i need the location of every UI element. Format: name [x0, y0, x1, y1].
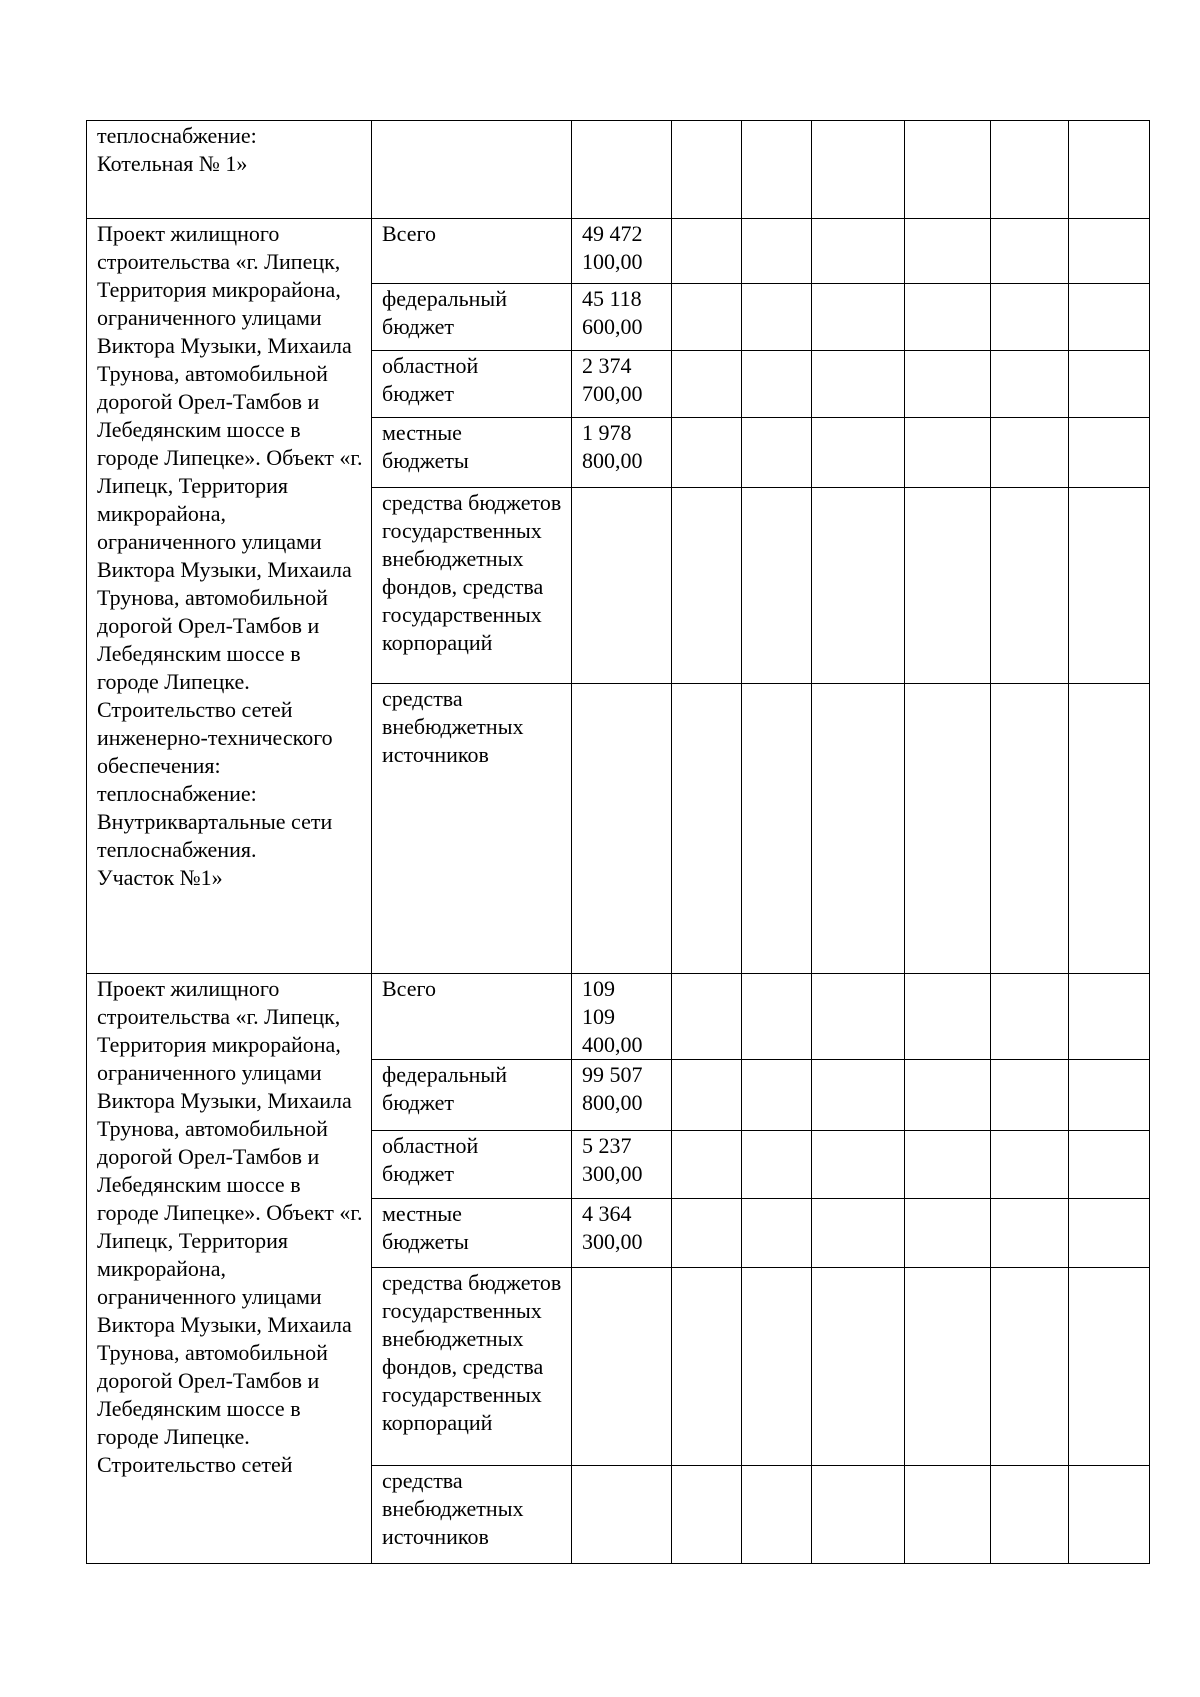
- object-description-cell: теплоснабжение: Котельная № 1»: [87, 121, 372, 219]
- empty-cell: [991, 351, 1069, 418]
- empty-cell: [672, 1060, 742, 1131]
- empty-cell: [742, 1268, 812, 1466]
- empty-cell: [991, 684, 1069, 974]
- object-description-cell: Проект жилищного строительства «г. Липецк, Территория микрорайона, ограниченного улицами Виктора Музыки, Михаила Трунова, автомобильной дорогой Орел-Тамбов и Лебедянским шоссе в городе Липецке». Объект «г. Липецк, Территория микрорайона, ограниченного улицами Виктора Музыки, Михаила Трунова, автомобильной дорогой Орел-Тамбов и Лебедянским шоссе в городе Липецке. Строительство сетей: [87, 974, 372, 1564]
- empty-cell: [742, 284, 812, 351]
- amount-cell: [572, 1466, 672, 1564]
- source-cell: средства внебюджетных источников: [372, 684, 572, 974]
- empty-cell: [905, 351, 991, 418]
- empty-cell: [905, 1131, 991, 1199]
- source-cell: средства внебюджетных источников: [372, 1466, 572, 1564]
- amount-cell: 49 472 100,00: [572, 219, 672, 284]
- empty-cell: [991, 284, 1069, 351]
- empty-cell: [1069, 284, 1150, 351]
- empty-cell: [905, 684, 991, 974]
- empty-cell: [1069, 488, 1150, 684]
- empty-cell: [742, 219, 812, 284]
- empty-cell: [672, 974, 742, 1060]
- source-cell: федеральный бюджет: [372, 284, 572, 351]
- empty-cell: [672, 1466, 742, 1564]
- empty-cell: [905, 121, 991, 219]
- empty-cell: [991, 488, 1069, 684]
- empty-cell: [1069, 219, 1150, 284]
- empty-cell: [905, 418, 991, 488]
- empty-cell: [672, 684, 742, 974]
- table-row: [87, 121, 1150, 219]
- empty-cell: [1069, 418, 1150, 488]
- empty-cell: [1069, 1199, 1150, 1268]
- amount-cell: 99 507 800,00: [572, 1060, 672, 1131]
- empty-cell: [672, 219, 742, 284]
- empty-cell: [905, 1466, 991, 1564]
- empty-cell: [812, 684, 905, 974]
- source-cell: Всего: [372, 974, 572, 1060]
- source-cell: областной бюджет: [372, 1131, 572, 1199]
- empty-cell: [991, 974, 1069, 1060]
- amount-cell: [572, 684, 672, 974]
- empty-cell: [812, 1466, 905, 1564]
- empty-cell: [1069, 684, 1150, 974]
- empty-cell: [812, 974, 905, 1060]
- amount-cell: [572, 488, 672, 684]
- amount-cell: 2 374 700,00: [572, 351, 672, 418]
- empty-cell: [905, 488, 991, 684]
- empty-cell: [991, 418, 1069, 488]
- empty-cell: [812, 351, 905, 418]
- empty-cell: [905, 1199, 991, 1268]
- empty-cell: [905, 284, 991, 351]
- source-cell: областной бюджет: [372, 351, 572, 418]
- empty-cell: [1069, 351, 1150, 418]
- source-cell: [372, 121, 572, 219]
- empty-cell: [672, 121, 742, 219]
- empty-cell: [905, 219, 991, 284]
- empty-cell: [991, 1199, 1069, 1268]
- empty-cell: [672, 1131, 742, 1199]
- empty-cell: [812, 219, 905, 284]
- empty-cell: [672, 418, 742, 488]
- empty-cell: [742, 418, 812, 488]
- empty-cell: [905, 1060, 991, 1131]
- empty-cell: [672, 1199, 742, 1268]
- empty-cell: [812, 1131, 905, 1199]
- empty-cell: [991, 1131, 1069, 1199]
- table-row: [87, 219, 1150, 284]
- amount-cell: 45 118 600,00: [572, 284, 672, 351]
- empty-cell: [812, 488, 905, 684]
- empty-cell: [812, 1060, 905, 1131]
- empty-cell: [742, 1199, 812, 1268]
- empty-cell: [812, 284, 905, 351]
- source-cell: местные бюджеты: [372, 418, 572, 488]
- amount-cell: 1 978 800,00: [572, 418, 672, 488]
- empty-cell: [812, 1199, 905, 1268]
- amount-cell: 5 237 300,00: [572, 1131, 672, 1199]
- empty-cell: [991, 121, 1069, 219]
- empty-cell: [742, 1131, 812, 1199]
- table-row: [87, 974, 1150, 1060]
- empty-cell: [905, 1268, 991, 1466]
- empty-cell: [742, 1060, 812, 1131]
- empty-cell: [812, 418, 905, 488]
- empty-cell: [1069, 121, 1150, 219]
- source-cell: местные бюджеты: [372, 1199, 572, 1268]
- empty-cell: [742, 351, 812, 418]
- empty-cell: [742, 684, 812, 974]
- amount-cell: [572, 121, 672, 219]
- empty-cell: [991, 1268, 1069, 1466]
- financing-table: [86, 120, 1150, 1564]
- source-cell: средства бюджетов государственных внебюджетных фондов, средства государственных корпораций: [372, 488, 572, 684]
- empty-cell: [742, 974, 812, 1060]
- empty-cell: [742, 1466, 812, 1564]
- empty-cell: [991, 219, 1069, 284]
- empty-cell: [991, 1060, 1069, 1131]
- empty-cell: [672, 284, 742, 351]
- empty-cell: [1069, 1131, 1150, 1199]
- empty-cell: [1069, 1060, 1150, 1131]
- empty-cell: [1069, 1268, 1150, 1466]
- empty-cell: [812, 121, 905, 219]
- amount-cell: [572, 1268, 672, 1466]
- empty-cell: [742, 488, 812, 684]
- empty-cell: [812, 1268, 905, 1466]
- amount-cell: 4 364 300,00: [572, 1199, 672, 1268]
- object-description-cell: Проект жилищного строительства «г. Липецк, Территория микрорайона, ограниченного улицами Виктора Музыки, Михаила Трунова, автомобильной дорогой Орел-Тамбов и Лебедянским шоссе в городе Липецке». Объект «г. Липецк, Территория микрорайона, ограниченного улицами Виктора Музыки, Михаила Трунова, автомобильной дорогой Орел-Тамбов и Лебедянским шоссе в городе Липецке. Строительство сетей инженерно-технического обеспечения: теплоснабжение: Внутриквартальные сети теплоснабжения. Участок №1»: [87, 219, 372, 974]
- source-cell: Всего: [372, 219, 572, 284]
- empty-cell: [742, 121, 812, 219]
- empty-cell: [905, 974, 991, 1060]
- empty-cell: [672, 1268, 742, 1466]
- source-cell: средства бюджетов государственных внебюджетных фондов, средства государственных корпораций: [372, 1268, 572, 1466]
- empty-cell: [991, 1466, 1069, 1564]
- empty-cell: [1069, 974, 1150, 1060]
- source-cell: федеральный бюджет: [372, 1060, 572, 1131]
- empty-cell: [672, 488, 742, 684]
- amount-cell: 109 109 400,00: [572, 974, 672, 1060]
- empty-cell: [1069, 1466, 1150, 1564]
- empty-cell: [672, 351, 742, 418]
